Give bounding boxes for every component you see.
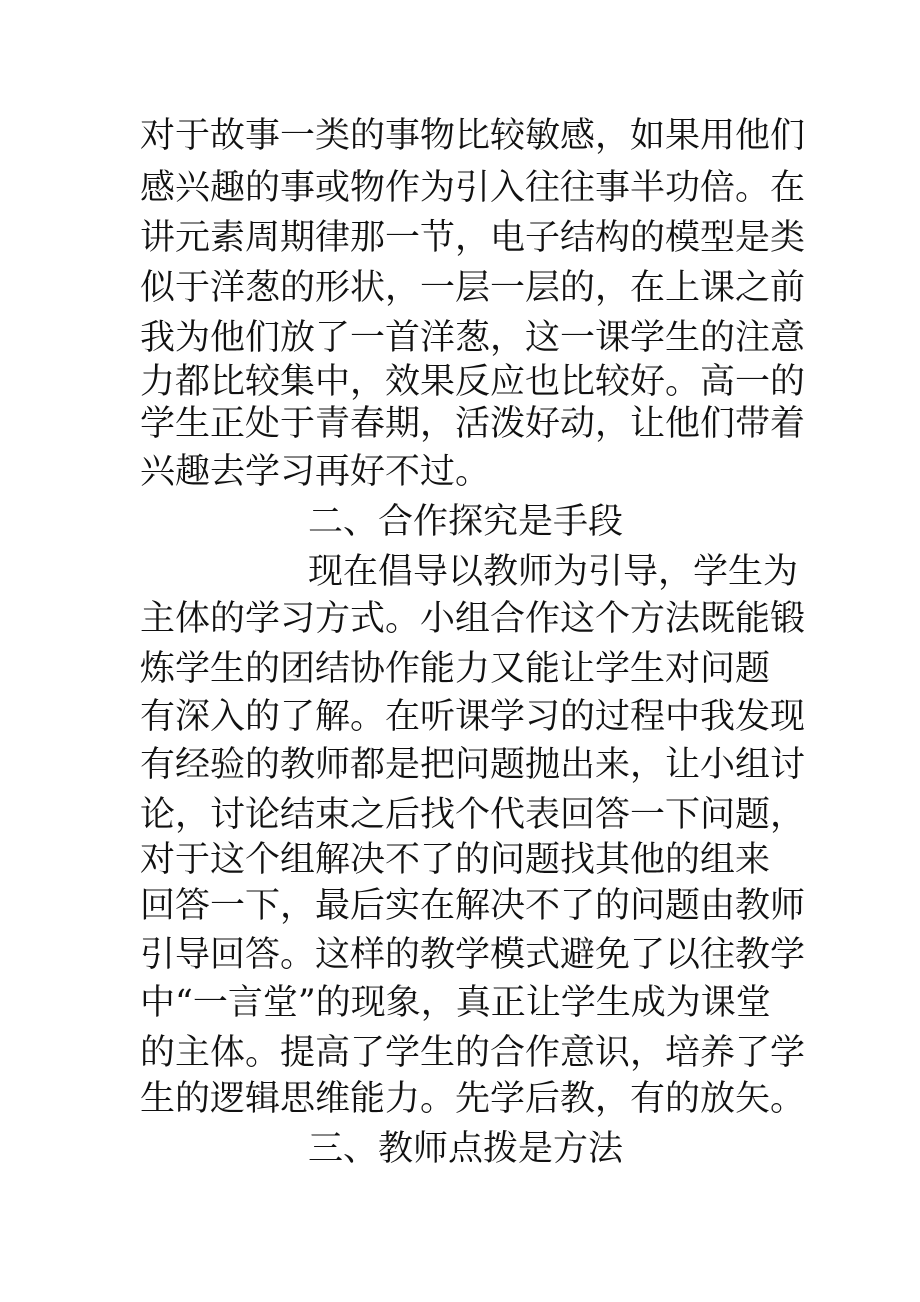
- paragraph-line: 生的逻辑思维能力。先学后教，有的放矢。: [140, 1079, 806, 1119]
- paragraph-line: 主体的学习方式。小组合作这个方法既能锻: [140, 599, 806, 639]
- paragraph-line: 讲元素周期律那一节，电子结构的模型是类: [140, 218, 806, 258]
- paragraph-line: 有深入的了解。在听课学习的过程中我发现: [140, 697, 806, 737]
- paragraph-line: 炼学生的团结协作能力又能让学生对问题: [140, 649, 771, 689]
- section-heading: 三、教师点拨是方法: [308, 1129, 624, 1169]
- paragraph-line: 对于故事一类的事物比较敏感，如果用他们: [140, 116, 806, 156]
- paragraph-line: 我为他们放了一首洋葱，这一课学生的注意: [140, 318, 806, 358]
- paragraph-line: 对于这个组解决不了的问题找其他的组来: [140, 840, 771, 880]
- paragraph-line: 力都比较集中，效果反应也比较好。高一的: [140, 362, 806, 402]
- paragraph-line: 中“一言堂”的现象，真正让学生成为课堂: [140, 983, 771, 1023]
- paragraph-line: 论，讨论结束之后找个代表回答一下问题，: [140, 795, 806, 835]
- paragraph-line: 兴趣去学习再好不过。: [140, 452, 491, 492]
- paragraph-line: 引导回答。这样的教学模式避免了以往教学: [140, 935, 806, 975]
- paragraph-line: 学生正处于青春期，活泼好动，让他们带着: [140, 404, 806, 444]
- section-heading: 二、合作探究是手段: [308, 502, 624, 542]
- paragraph-line: 似于洋葱的形状，一层一层的，在上课之前: [140, 268, 806, 308]
- paragraph-line: 感兴趣的事或物作为引入往往事半功倍。在: [140, 168, 806, 208]
- paragraph-line: 的主体。提高了学生的合作意识，培养了学: [140, 1033, 806, 1073]
- paragraph-line: 回答一下，最后实在解决不了的问题由教师: [140, 886, 806, 926]
- paragraph-line: 有经验的教师都是把问题抛出来，让小组讨: [140, 745, 806, 785]
- paragraph-line: 现在倡导以教师为引导，学生为: [308, 552, 799, 592]
